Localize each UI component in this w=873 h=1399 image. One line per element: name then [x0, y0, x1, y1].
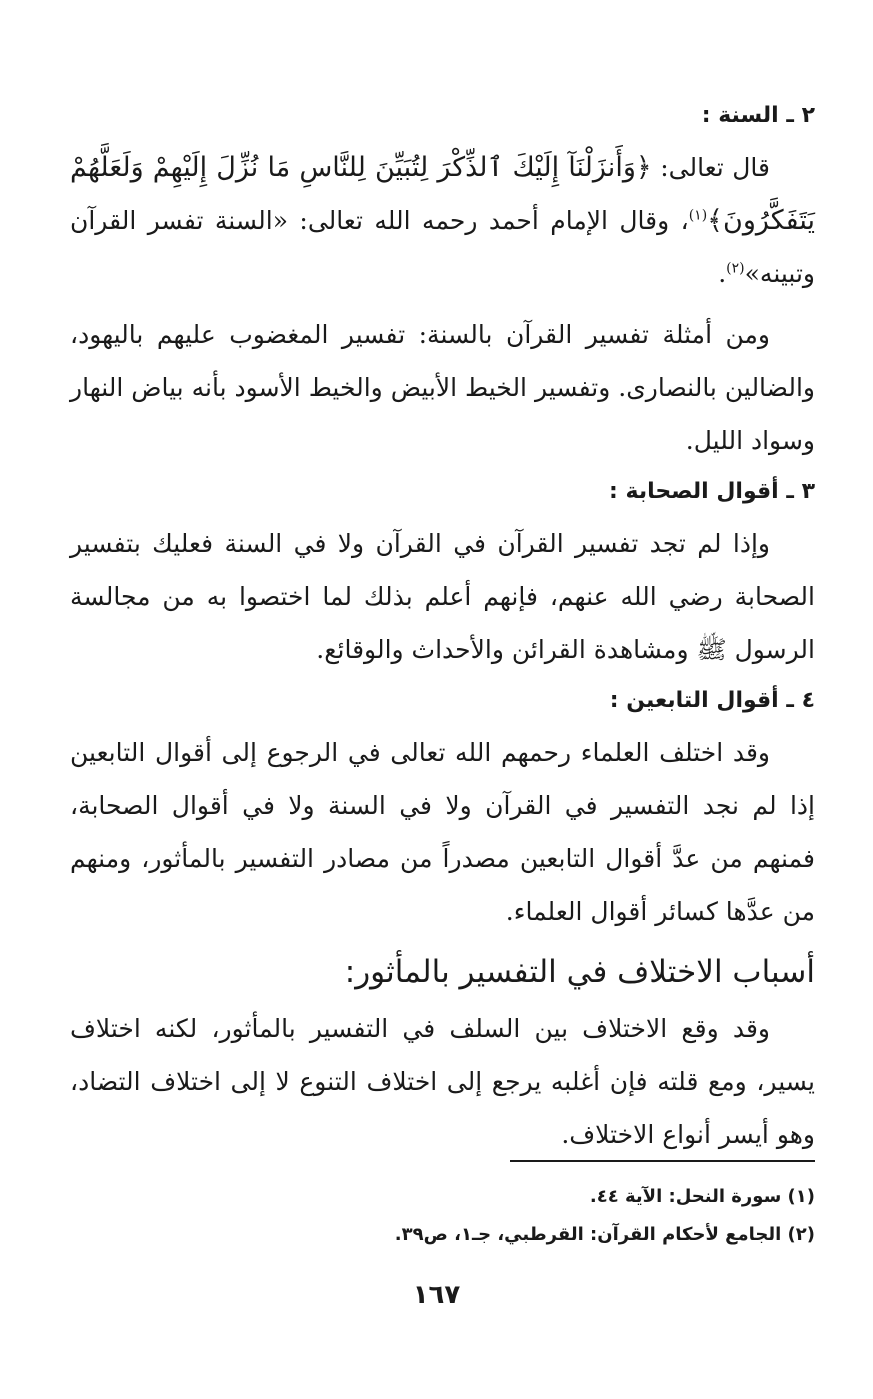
footnote-ref-2[interactable]: (٢) [726, 260, 745, 277]
heading-tabieen: ٤ ـ أقوال التابعين : [609, 688, 815, 713]
paragraph-tabieen: وقد اختلف العلماء رحمهم الله تعالى في الرجوع إلى أقوال التابعين إذا لم نجد التفسير في القرآن ولا في السنة ولا في أقوال الصحابة، فمنهم من عدَّ أقوال التابعين مصدراً من مصادر التفسير بالمأثور، ومنهم من عدَّها كسائر أقوال العلماء. [70, 738, 815, 926]
heading-sunnah: ٢ ـ السنة : [701, 103, 815, 128]
page-body [70, 95, 815, 1169]
footnotes [70, 1178, 815, 1254]
paragraph-disagreement: وقد وقع الاختلاف بين السلف في التفسير بالمأثور، لكنه اختلاف يسير، ومع قلته فإن أغلبه يرجع إلى اختلاف التنوع لا إلى اختلاف التضاد، وهو أيسر أنواع الاختلاف. [70, 1014, 815, 1149]
footnote-1: (١) سورة النحل: الآية ٤٤. [589, 1186, 815, 1207]
paragraph-sunnah-examples: ومن أمثلة تفسير القرآن بالسنة: تفسير المغضوب عليهم باليهود، والضالين بالنصارى. وتفسير الخيط الأبيض والخيط الأسود بأنه بياض النهار وسواد الليل. [70, 320, 815, 455]
imam-ahmad-quote: ، وقال الإمام أحمد رحمه الله تعالى: «السنة تفسر القرآن وتبينه» [70, 206, 815, 288]
footnote-divider [510, 1160, 815, 1162]
paragraph-end: . [718, 259, 727, 288]
paragraph-quran-verse [70, 141, 815, 300]
footnote-2: (٢) الجامع لأحكام القرآن: القرطبي، جـ١، ص٣٩. [394, 1224, 815, 1245]
quran-verse: ﴿وَأَنزَلْنَآ إِلَيْكَ ٱلذِّكْرَ لِتُبَيِّنَ لِلنَّاسِ مَا نُزِّلَ إِلَيْهِمْ وَلَعَلَّهُمْ يَتَفَكَّرُونَ﴾ [70, 152, 815, 236]
paragraph-sahaba: وإذا لم تجد تفسير القرآن في القرآن ولا في السنة فعليك بتفسير الصحابة رضي الله عنهم، فإنهم أعلم بذلك لما اختصوا به من مجالسة الرسول ﷺ ومشاهدة القرائن والأحداث والوقائع. [70, 529, 815, 664]
section-title-disagreement: أسباب الاختلاف في التفسير بالمأثور: [344, 954, 815, 990]
verse-intro: قال تعالى: [651, 153, 770, 182]
heading-sahaba: ٣ ـ أقوال الصحابة : [609, 479, 815, 504]
footnote-ref-1[interactable]: (١) [688, 207, 708, 224]
page-number: ١٦٧ [412, 1280, 461, 1310]
